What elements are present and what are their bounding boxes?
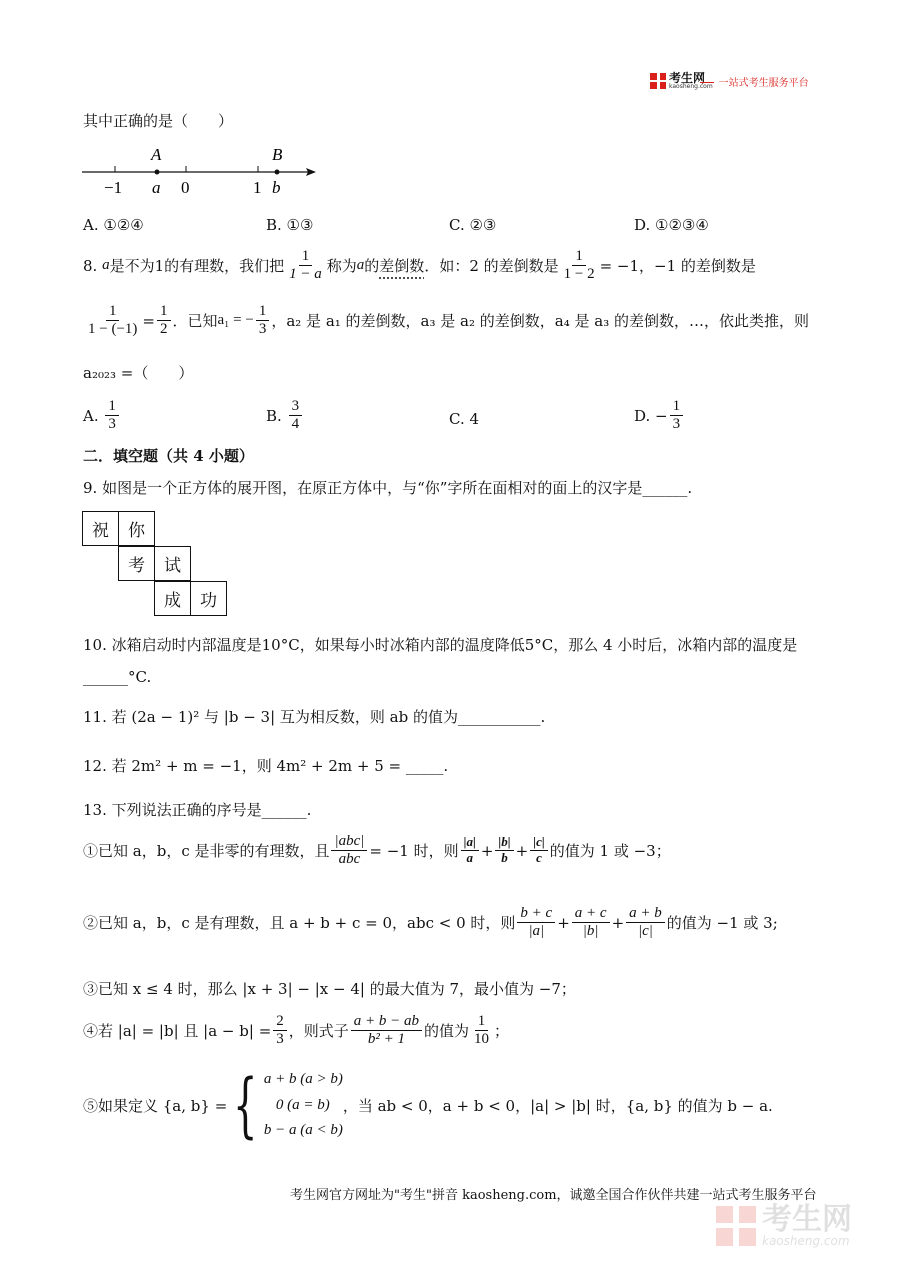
net-cell: 试 [154, 546, 191, 581]
header-logo [650, 72, 809, 90]
label-A: A [151, 145, 162, 164]
q8-option-b: B. $\frac{3}{4}$ [266, 398, 304, 434]
q7-option-a: A. ①②④ [83, 216, 144, 234]
tick-label-a: a [152, 178, 161, 197]
logo-icon [650, 73, 666, 89]
q8-line2: $\frac{1}{1 - (-1)}$ = $\frac{1}{2}$ ．已知 a₁ = − $\frac{1}{3}$ ，a₂ 是 a₁ 的差倒数，a₃ 是 a₂ 的差倒数，a₄ 是 a₃ 的差倒数，…，依此类推，则 [83, 303, 809, 339]
point-a [155, 170, 160, 175]
q12-text: 12. 若 2m² + m = −1，则 4m² + 2m + 5 = _____. [83, 757, 449, 775]
footer-text: 考生网官方网址为"考生"拼音 kaosheng.com，诚邀全国合作伙伴共建一站式考生服务平台 [290, 1188, 817, 1203]
watermark-sub: kaosheng.com [762, 1234, 850, 1248]
q7-tail: 其中正确的是（ ） [83, 112, 234, 130]
tick-label-0: 0 [181, 178, 190, 197]
piecewise-cases: a + b (a > b) 0 (a = b) b − a (a < b) [263, 1071, 343, 1138]
q8-frac-1: $\frac{1}{1 - a}$ [289, 248, 322, 283]
point-b [275, 170, 280, 175]
q8-dotted-term: 差倒数 [379, 257, 425, 276]
q13-statement-2: ②已知 a，b，c 是有理数，且 a + b + c = 0，abc < 0 时，则 $\frac{b + c}{|a|}$ + $\frac{a + c}{|b|}$ + $\frac{a + b}{|c|}$ 的值为 −1 或 3; [83, 905, 778, 940]
q13-statement-1: ①已知 a，b，c 是非零的有理数，且 $\frac{\text{|abc|}}{\text{abc}}$ = −1 时，则 $\frac{|a|}{a}$ + $\frac{|b|}{b}$ + $\frac{|c|}{c}$ 的值为 1 或 −3； [83, 833, 671, 868]
q10-line1: 10. 冰箱启动时内部温度是10°C，如果每小时冰箱内部的温度降低5°C，那么 4 小时后，冰箱内部的温度是 [83, 636, 798, 654]
q7-option-c: C. ②③ [449, 216, 497, 234]
q8-frac-2: $\frac{1}{1 - 2}$ [563, 248, 595, 283]
number-line [78, 142, 323, 200]
header-slogan: 一站式考生服务平台 [718, 77, 809, 89]
q8-frac-5: $\frac{1}{3}$ [256, 303, 270, 339]
q7-option-b: B. ①③ [266, 216, 314, 234]
q8-option-a: A. $\frac{1}{3}$ [83, 398, 121, 434]
q8-line3: a₂₀₂₃ =（ ） [83, 364, 194, 382]
q8-frac-3: $\frac{1}{1 - (-1)}$ [88, 303, 138, 338]
q13-statement-4: ④若 |a| = |b| 且 |a − b| = $\frac{2}{3}$ ，则式子 $\frac{a + b - ab}{\text{b² + 1}}$ 的值为 $\frac{1}{10}$ ； [83, 1013, 510, 1048]
tick-label-1: 1 [253, 178, 262, 197]
tick-label-b: b [272, 178, 281, 197]
net-cell: 你 [118, 511, 155, 546]
net-cell: 成 [154, 581, 191, 616]
net-cell: 考 [118, 546, 155, 581]
watermark-logo-icon [716, 1206, 756, 1246]
net-cell: 功 [190, 581, 227, 616]
q8-option-c: C. 4 [449, 410, 480, 428]
q8-line1: 8. a 是不为1的有理数，我们把 $\frac{1}{1 - a}$ 称为 a 的 差倒数 ．如：2 的差倒数是 $\frac{1}{1 - 2}$ = −1，−1 的差倒数是 [83, 248, 756, 283]
label-B: B [272, 145, 283, 164]
q8-frac-4: $\frac{1}{2}$ [157, 303, 171, 339]
q11-text: 11. 若 (2a − 1)² 与 |b − 3| 互为相反数，则 ab 的值为___________. [83, 708, 546, 726]
tick-label-neg1: −1 [104, 178, 123, 197]
logo-text: 考生网 [669, 71, 706, 85]
q7-option-d: D. ①②③④ [634, 216, 709, 234]
brace-icon: { [233, 1064, 258, 1147]
q13-statement-5: ⑤如果定义 {a, b} = { a + b (a > b) 0 (a = b) b − a (a < b) ，当 ab < 0，a + b < 0，|a| > |b| 时，{a, b} 的值为 b − a. [83, 1064, 773, 1147]
q13-statement-3: ③已知 x ≤ 4 时，那么 |x + 3| − |x − 4| 的最大值为 7，最小值为 −7； [83, 980, 576, 998]
section-title: 二．填空题（共 4 小题） [83, 447, 254, 465]
q10-line2: ______°C. [83, 668, 152, 686]
logo-sub: kaosheng.com [669, 83, 713, 90]
q9-text: 9. 如图是一个正方体的展开图，在原正方体中，与“你”字所在面相对的面上的汉字是______. [83, 479, 693, 497]
q13-stem: 13. 下列说法正确的序号是______. [83, 801, 312, 819]
q8-option-d: D. − $\frac{1}{3}$ [634, 398, 685, 434]
net-cell: 祝 [82, 511, 119, 546]
watermark-text: 考生网 [762, 1202, 852, 1237]
watermark [716, 1202, 852, 1248]
